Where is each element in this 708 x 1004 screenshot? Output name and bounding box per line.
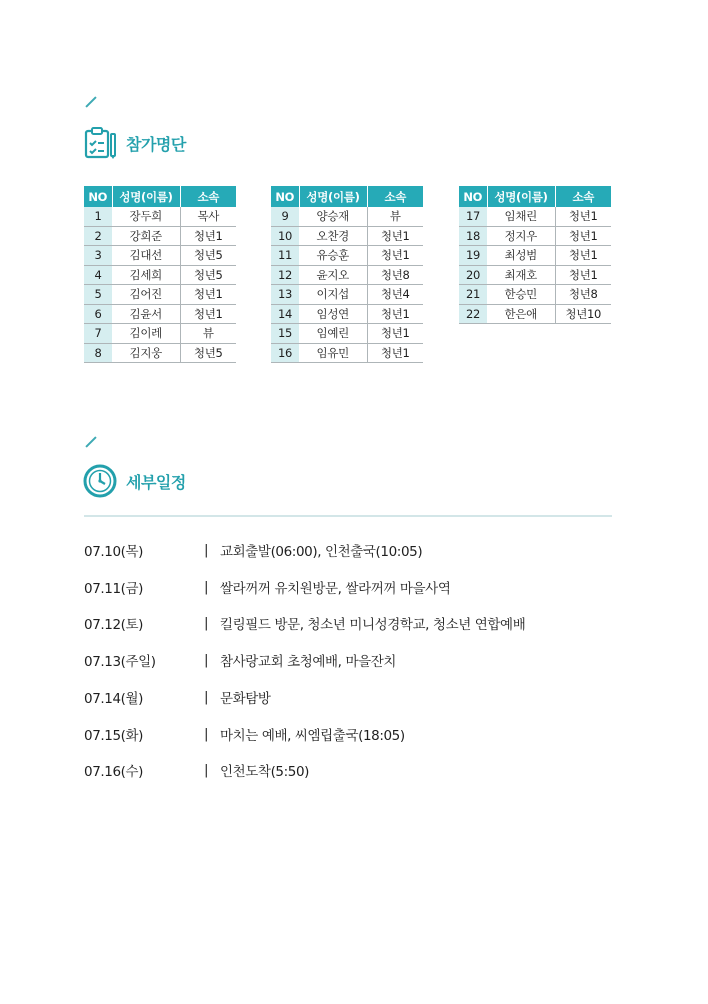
- participants-title: 참가명단: [126, 134, 186, 154]
- participants-heading: [84, 126, 186, 160]
- col-affiliation: 소속: [367, 186, 423, 207]
- schedule-row: [84, 577, 450, 597]
- table-row: [84, 304, 236, 324]
- schedule-date: 07.13(주일): [84, 654, 156, 671]
- participant-name: 김이레: [112, 324, 180, 344]
- schedule-date: 07.16(수): [84, 764, 144, 781]
- participant-affiliation: 청년1: [367, 246, 423, 266]
- table-row: [84, 207, 236, 226]
- participant-no: 11: [271, 246, 299, 266]
- table-row: [271, 304, 423, 324]
- participant-no: 22: [459, 304, 487, 324]
- participant-affiliation: 청년1: [555, 226, 611, 246]
- schedule-row: [84, 540, 422, 560]
- participant-no: 2: [84, 226, 112, 246]
- participant-affiliation: 청년1: [367, 324, 423, 344]
- table-row: [459, 304, 611, 324]
- table-row: [271, 285, 423, 305]
- table-row: [84, 226, 236, 246]
- schedule-date: 07.10(목): [84, 544, 144, 560]
- section-slash-participants: [85, 96, 96, 107]
- participant-no: 6: [84, 304, 112, 324]
- schedule-row: [84, 724, 405, 744]
- schedule-separator: |: [204, 542, 209, 558]
- schedule-title: 세부일정: [126, 472, 186, 492]
- schedule-row: [84, 760, 309, 780]
- schedule-separator: |: [204, 578, 209, 595]
- table-row: [459, 246, 611, 266]
- participant-name: 임예린: [299, 324, 367, 344]
- schedule-description: 참사랑교회 초청예배, 마을잔치: [220, 654, 397, 671]
- schedule-separator: |: [204, 652, 209, 669]
- participant-affiliation: 청년1: [367, 226, 423, 246]
- schedule-date: 07.11(금): [84, 580, 144, 597]
- participant-no: 12: [271, 265, 299, 285]
- participant-no: 18: [459, 226, 487, 246]
- schedule-date: 07.14(월): [84, 690, 144, 707]
- schedule-description: 킬링필드 방문, 청소년 미니성경학교, 청소년 연합예배: [220, 617, 526, 634]
- participant-name: 최재호: [487, 265, 555, 285]
- schedule-row: [84, 613, 525, 633]
- participant-affiliation: 청년1: [555, 207, 611, 226]
- schedule-separator: |: [204, 615, 209, 632]
- table-row: [271, 207, 423, 226]
- table-row: [271, 246, 423, 266]
- schedule-date: 07.15(화): [84, 727, 144, 744]
- participant-name: 장두희: [112, 207, 180, 226]
- participant-name: 김지웅: [112, 343, 180, 363]
- participant-name: 임성연: [299, 304, 367, 324]
- participant-affiliation: 청년1: [180, 226, 236, 246]
- col-no: NO: [271, 186, 299, 207]
- participant-name: 이지섭: [299, 285, 367, 305]
- participant-name: 김윤서: [112, 304, 180, 324]
- participant-name: 김대선: [112, 246, 180, 266]
- schedule-separator: |: [204, 725, 209, 742]
- participant-name: 윤지오: [299, 265, 367, 285]
- participant-name: 한은애: [487, 304, 555, 324]
- participant-no: 20: [459, 265, 487, 285]
- participant-name: 한승민: [487, 285, 555, 305]
- participant-no: 13: [271, 285, 299, 305]
- participant-table-3: [459, 186, 611, 324]
- participant-no: 14: [271, 304, 299, 324]
- participant-no: 19: [459, 246, 487, 266]
- participant-no: 5: [84, 285, 112, 305]
- participant-affiliation: 청년8: [367, 265, 423, 285]
- table-row: [459, 285, 611, 305]
- table-row: [459, 207, 611, 226]
- schedule-description: 쌀라꺼꺼 유치원방문, 쌀라꺼꺼 마을사역: [220, 580, 451, 597]
- participant-no: 21: [459, 285, 487, 305]
- table-row: [271, 265, 423, 285]
- col-name: 성명(이름): [112, 186, 180, 207]
- table-row: [459, 226, 611, 246]
- participant-no: 9: [271, 207, 299, 226]
- col-name: 성명(이름): [487, 186, 555, 207]
- participant-no: 8: [84, 343, 112, 363]
- schedule-row: [84, 650, 396, 670]
- participant-affiliation: 청년5: [180, 343, 236, 363]
- participant-no: 10: [271, 226, 299, 246]
- participant-affiliation: 청년10: [555, 304, 611, 324]
- participant-no: 16: [271, 343, 299, 363]
- col-name: 성명(이름): [299, 186, 367, 207]
- participant-affiliation: 청년4: [367, 285, 423, 305]
- participant-no: 3: [84, 246, 112, 266]
- participant-name: 양승재: [299, 207, 367, 226]
- participant-table-1: [84, 186, 236, 363]
- col-no: NO: [459, 186, 487, 207]
- col-no: NO: [84, 186, 112, 207]
- participant-affiliation: 청년8: [555, 285, 611, 305]
- table-row: [271, 343, 423, 363]
- participant-name: 오찬경: [299, 226, 367, 246]
- participant-no: 15: [271, 324, 299, 344]
- participant-no: 1: [84, 207, 112, 226]
- participant-affiliation: 목사: [180, 207, 236, 226]
- participant-name: 강희준: [112, 226, 180, 246]
- schedule-separator: |: [204, 688, 209, 705]
- schedule-separator: |: [204, 762, 209, 779]
- participant-no: 7: [84, 324, 112, 344]
- schedule-description: 문화탐방: [220, 690, 271, 707]
- table-row: [84, 265, 236, 285]
- table-row: [84, 246, 236, 266]
- participant-name: 김어진: [112, 285, 180, 305]
- participant-affiliation: 청년5: [180, 265, 236, 285]
- col-affiliation: 소속: [555, 186, 611, 207]
- participant-affiliation: 청년1: [367, 304, 423, 324]
- table-row: [459, 265, 611, 285]
- participant-affiliation: 청년1: [180, 285, 236, 305]
- participant-affiliation: 청년1: [180, 304, 236, 324]
- participant-affiliation: 청년1: [555, 246, 611, 266]
- section-slash-schedule: [85, 436, 96, 447]
- table-row: [84, 285, 236, 305]
- table-row: [84, 343, 236, 363]
- schedule-row: [84, 687, 271, 707]
- participant-no: 17: [459, 207, 487, 226]
- participant-affiliation: 청년1: [555, 265, 611, 285]
- participant-name: 정지우: [487, 226, 555, 246]
- schedule-description: 교회출발(06:00), 인천출국(10:05): [220, 544, 423, 560]
- participant-affiliation: 뷰: [180, 324, 236, 344]
- schedule-description: 마치는 예배, 씨엠립출국(18:05): [220, 727, 405, 744]
- col-affiliation: 소속: [180, 186, 236, 207]
- table-row: [271, 324, 423, 344]
- participant-name: 유승훈: [299, 246, 367, 266]
- table-row: [271, 226, 423, 246]
- schedule-heading: [82, 463, 186, 499]
- participant-name: 임채린: [487, 207, 555, 226]
- participant-affiliation: 청년1: [367, 343, 423, 363]
- schedule-divider: [84, 515, 612, 517]
- table-row: [84, 324, 236, 344]
- participant-affiliation: 뷰: [367, 207, 423, 226]
- participant-no: 4: [84, 265, 112, 285]
- participant-affiliation: 청년5: [180, 246, 236, 266]
- clipboard-checklist-icon: [84, 126, 118, 160]
- participant-name: 김세희: [112, 265, 180, 285]
- schedule-description: 인천도착(5:50): [220, 764, 310, 781]
- schedule-date: 07.12(토): [84, 617, 144, 634]
- participant-table-2: [271, 186, 423, 363]
- participant-name: 최성범: [487, 246, 555, 266]
- participant-name: 임유민: [299, 343, 367, 363]
- clock-icon: [82, 463, 118, 499]
